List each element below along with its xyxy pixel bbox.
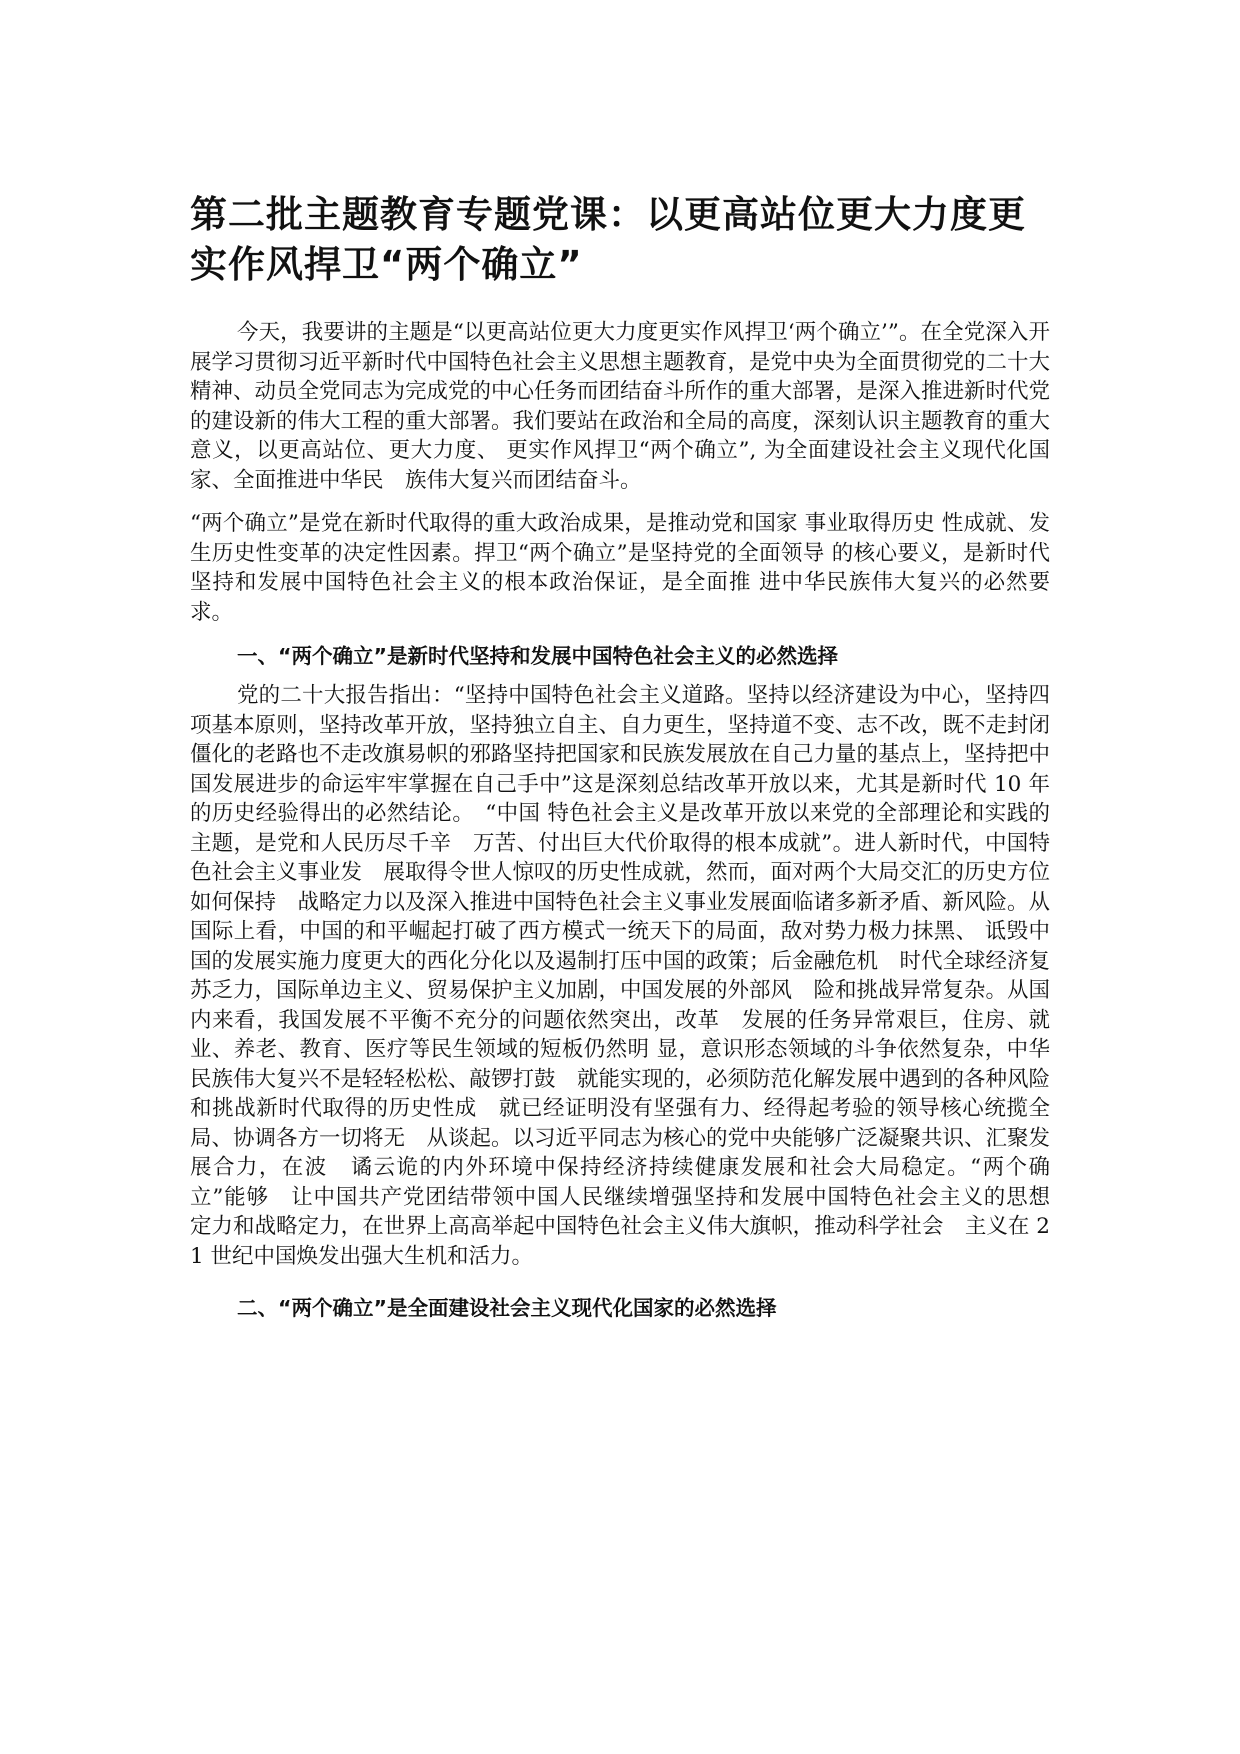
document-page — [190, 190, 1072, 1333]
section-heading-2: 二、“两个确立”是全面建设社会主义现代化国家的必然选择 — [237, 1296, 777, 1320]
section-heading-1: 一、“两个确立”是新时代坚持和发展中国特色社会主义的必然选择 — [237, 644, 838, 668]
document-title: 第二批主题教育专题党课：以更高站位更大力度更实作风捍卫“两个确立” — [190, 193, 1026, 286]
paragraph-two-establishments: “两个确立”是党在新时代取得的重大政治成果，是推动党和国家 事业取得历史 性成就、发生历史性变革的决定性因素。捍卫“两个确立”是坚持党的全面领导 的核心要义，是新时代坚持和发展中国特色社会主义的根本政治保证，是全面推 进中华民族伟大复兴的必然要求。 — [190, 511, 1050, 625]
section-1-body: 党的二十大报告指出：“坚持中国特色社会主义道路。坚持以经济建设为中心，坚持四项基本原则，坚持改革开放，坚持独立自主、自力更生，坚持道不变、志不改，既不走封闭僵化的老路也不走改旗易帜的邪路坚持把国家和民族发展放在自己力量的基点上，坚持把中国发展进步的命运牢牢掌握在自己手中”这是深刻总结改革开放以来，尤其是新时代 10 年的历史经验得出的必然结论。 “中国 特色社会主义是改革开放以来党的全部理论和实践的主题，是党和人民历尽千辛 万苦、付出巨大代价取得的根本成就”。进人新时代，中国特色社会主义事业发 展取得令世人惊叹的历史性成就，然而，面对两个大局交汇的历史方位如何保持 战略定力以及深入推进中国特色社会主义事业发展面临诸多新矛盾、新风险。从 国际上看，中国的和平崛起打破了西方模式一统天下的局面，敌对势力极力抹黑、 诋毁中国的发展实施力度更大的西化分化以及遏制打压中国的政策；后金融危机 时代全球经济复苏乏力，国际单边主义、贸易保护主义加剧，中国发展的外部风 险和挑战异常复杂。从国内来看，我国发展不平衡不充分的问题依然突出，改革 发展的任务异常艰巨，住房、就业、养老、教育、医疗等民生领域的短板仍然明 显，意识形态领域的斗争依然复杂，中华民族伟大复兴不是轻轻松松、敲锣打鼓 就能实现的，必须防范化解发展中遇到的各种风险和挑战新时代取得的历史性成 就已经证明没有坚强有力、经得起考验的领导核心统揽全局、协调各方一切将无 从谈起。以习近平同志为核心的党中央能够广泛凝聚共识、汇聚发展合力，在波 谲云诡的内外环境中保持经济持续健康发展和社会大局稳定。“两个确立”能够 让中国共产党团结带领中国人民继续增强坚持和发展中国特色社会主义的思想 定力和战略定力，在世界上高高举起中国特色社会主义伟大旗帜，推动科学社会 主义在 21 世纪中国焕发出强大生机和活力。 — [190, 683, 1072, 1269]
intro-paragraph: 今天，我要讲的主题是“以更高站位更大力度更实作风捍卫‘两个确立’”。在全党深入开展学习贯彻习近平新时代中国特色社会主义思想主题教育，是党中央为全面贯彻党的二十大精神、动员全党同志为完成党的中心任务而团结奋斗所作的重大部署，是深入推进新时代党的建设新的伟大工程的重大部署。我们要站在政治和全局的高度，深刻认识主题教育的重大意义，以更高站位、更大力度、 更实作风捍卫“两个确立”, 为全面建设社会主义现代化国家、全面推进中华民 族伟大复兴而团结奋斗。 — [190, 320, 1051, 493]
